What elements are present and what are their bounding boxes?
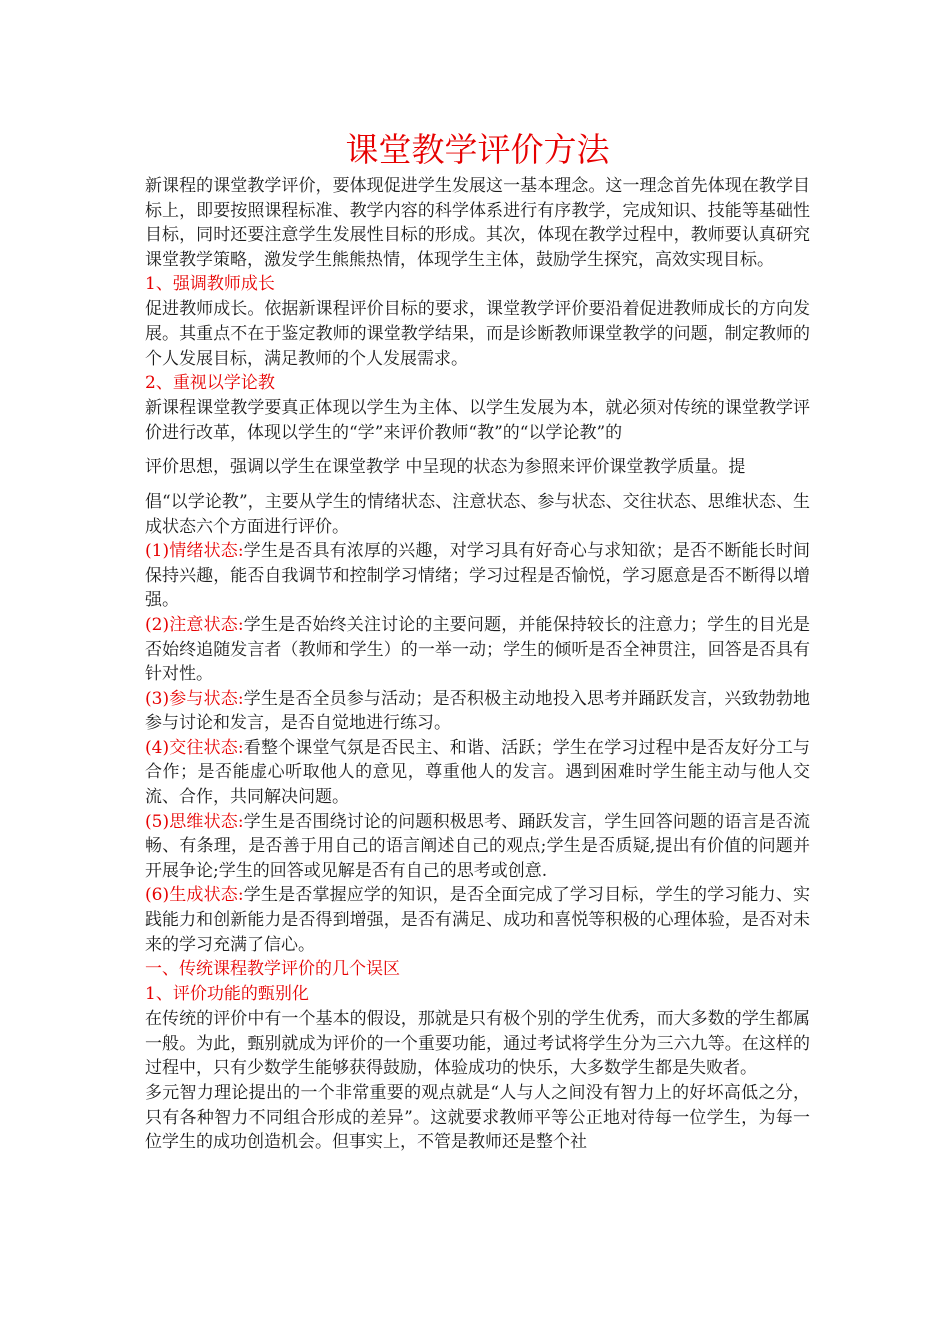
state-item-attention [145, 613, 810, 687]
state-label: (2)注意状态: [145, 614, 244, 635]
state-item-interaction [145, 736, 810, 810]
document-title: 课堂教学评价方法 [345, 130, 610, 169]
part-one-sub1-para2: 多元智力理论提出的一个非常重要的观点就是“人与人之间没有智力上的好坏高低之分，只有各种智力不同组合形成的差异”。这就要求教师平等公正地对待每一位学生，为每一位学生的成功创造机会。但事实上，不管是教师还是整个社 [145, 1083, 810, 1153]
state-text: 学生是否围绕讨论的问题积极思考、踊跃发言，学生回答问题的语言是否流畅、有条理，是否善于用自己的语言阐述自己的观点;学生是否质疑,提出有价值的问题并开展争论;学生的回答或见解是否有自己的思考或创意. [145, 811, 810, 881]
state-text: 学生是否始终关注讨论的主要问题，并能保持较长的注意力；学生的目光是否始终追随发言者（教师和学生）的一举一动；学生的倾听是否全神贯注，回答是否具有针对性。 [145, 614, 810, 685]
part-one-sub1-heading: 1、评价功能的甄别化 [145, 984, 309, 1005]
state-label: (4)交往状态: [145, 737, 244, 758]
part-one-heading: 一、传统课程教学评价的几个误区 [145, 959, 400, 980]
section-2-heading: 2、重视以学论教 [145, 373, 275, 394]
intro-paragraph: 新课程的课堂教学评价，要体现促进学生发展这一基本理念。这一理念首先体现在教学目标上，即要按照课程标准、教学内容的科学体系进行有序教学，完成知识、技能等基础性目标，同时还要注意学生发展性目标的形成。其次，体现在教学过程中，教师要认真研究课堂教学策略，激发学生熊熊热情，体现学生主体，鼓励学生探究，高效实现目标。 [145, 176, 810, 270]
state-text: 看整个课堂气氛是否民主、和谐、活跃；学生在学习过程中是否友好分工与合作；是否能虚心听取他人的意见，尊重他人的发言。遇到困难时学生能主动与他人交流、合作，共同解决问题。 [145, 737, 810, 808]
section-2-body-c: 倡“以学论教”，主要从学生的情绪状态、注意状态、参与状态、交往状态、思维状态、生成状态六个方面进行评价。 [145, 491, 810, 537]
state-item-emotion [145, 539, 810, 613]
section-2-body-a: 新课程课堂教学要真正体现以学生为主体、以学生发展为本，就必须对传统的课堂教学评价进行改革，体现以学生的“学”来评价教师“教”的“以学论教”的 [145, 398, 810, 443]
state-item-participation [145, 687, 810, 736]
state-text: 学生是否掌握应学的知识，是否全面完成了学习目标，学生的学习能力、实践能力和创新能力是否得到增强，是否有满足、成功和喜悦等积极的心理体验，是否对未来的学习充满了信心。 [145, 885, 810, 955]
section-2-body-b: 评价思想，强调以学生在课堂教学 中呈现的状态为参照来评价课堂教学质量。提 [145, 457, 746, 478]
state-text: 学生是否具有浓厚的兴趣，对学习具有好奇心与求知欲；是否不断能长时间保持兴趣，能否自我调节和控制学习情绪；学习过程是否愉悦，学习愿意是否不断得以增强。 [145, 541, 810, 611]
state-label: (1)情绪状态: [145, 541, 244, 562]
section-1-body: 促进教师成长。依据新课程评价目标的要求，课堂教学评价要沿着促进教师成长的方向发展。其重点不在于鉴定教师的课堂教学结果，而是诊断教师课堂教学的问题，制定教师的个人发展目标，满足教师的个人发展需求。 [145, 299, 810, 369]
state-item-thinking [145, 810, 810, 884]
state-label: (6)生成状态: [145, 885, 244, 906]
state-text: 学生是否全员参与活动；是否积极主动地投入思考并踊跃发言，兴致勃勃地参与讨论和发言，是否自觉地进行练习。 [145, 688, 810, 734]
part-one-sub1-para1: 在传统的评价中有一个基本的假设，那就是只有极个别的学生优秀，而大多数的学生都属一般。为此，甄别就成为评价的一个重要功能，通过考试将学生分为三六九等。在这样的过程中，只有少数学生能够获得鼓励，体验成功的快乐，大多数学生都是失败者。 [145, 1009, 810, 1079]
state-item-generation [145, 883, 810, 957]
state-label: (3)参与状态: [145, 688, 244, 709]
state-label: (5)思维状态: [145, 811, 244, 832]
document-body [145, 174, 810, 1155]
section-1-heading: 1、强调教师成长 [145, 274, 275, 295]
